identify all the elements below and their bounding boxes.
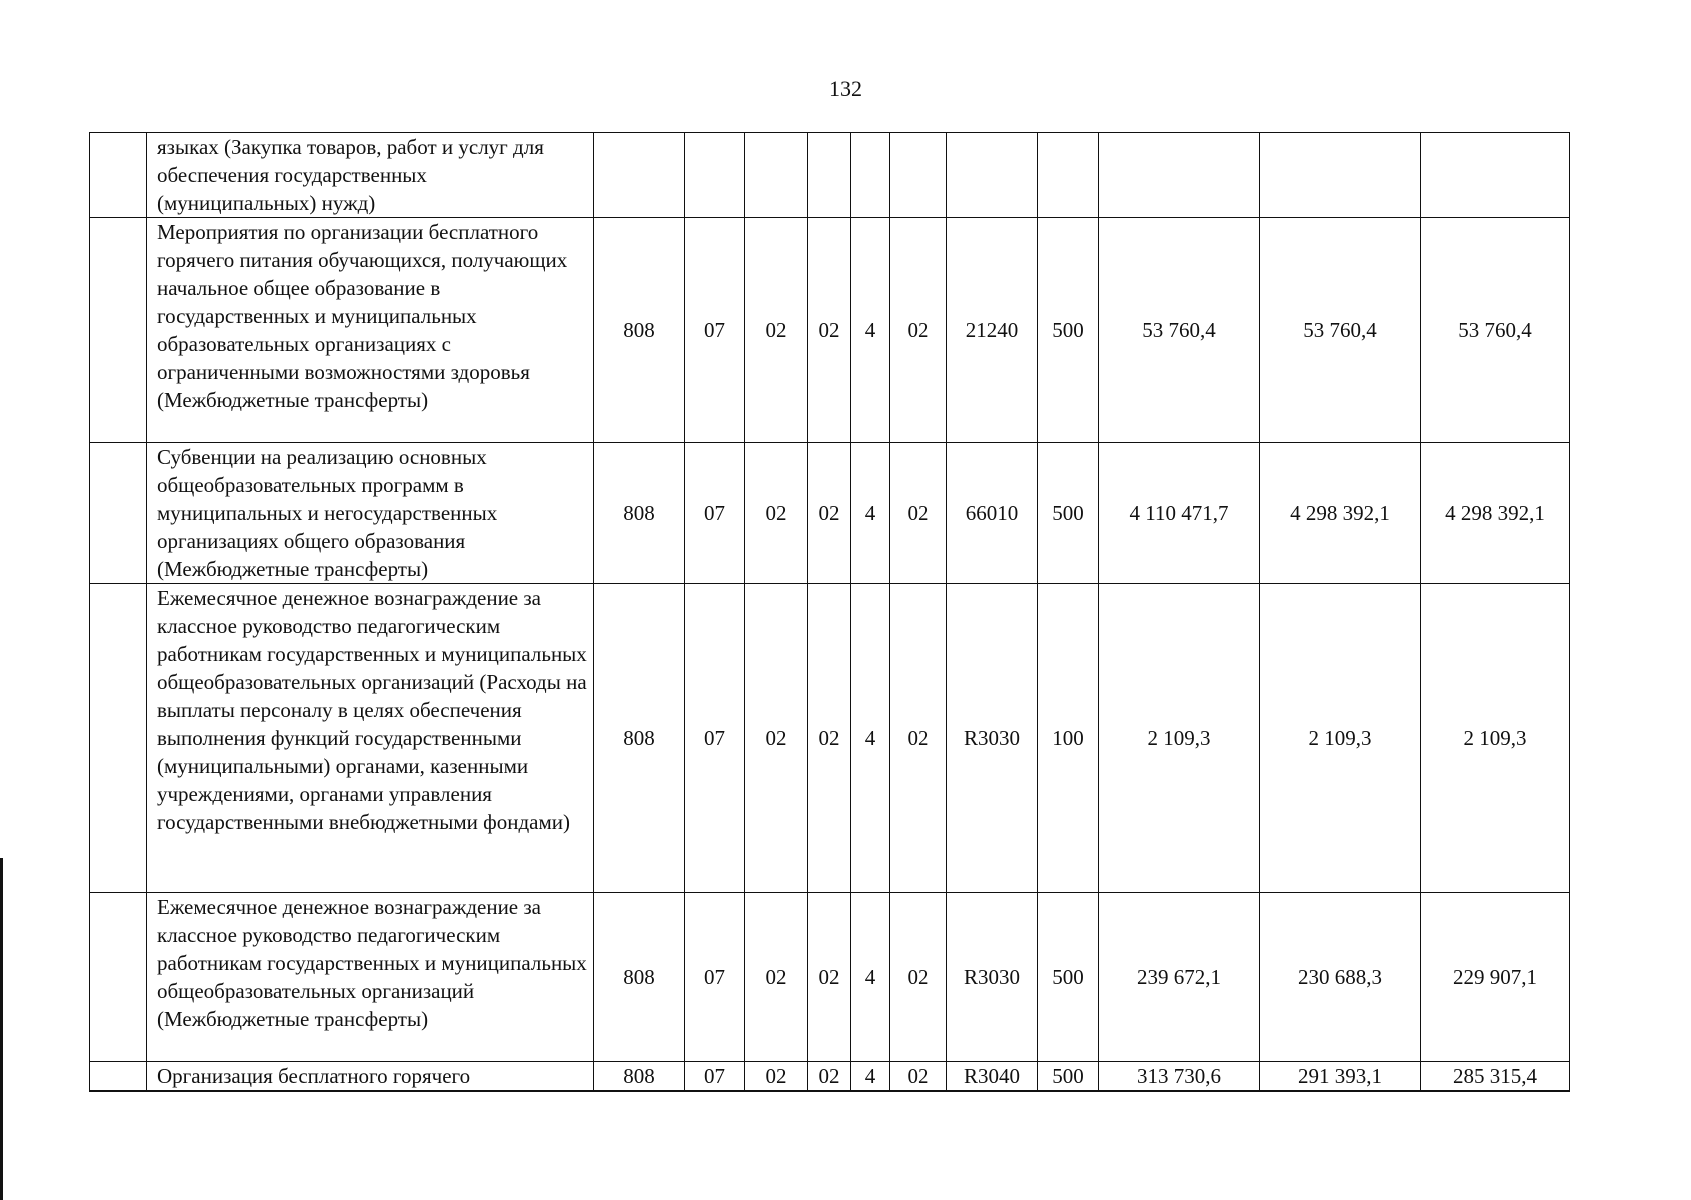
cell-program-type: 4 (851, 893, 890, 1062)
cell-sum-1: 313 730,6 (1099, 1062, 1260, 1092)
cell-sum-3 (1421, 133, 1570, 218)
scan-margin-line (0, 858, 3, 1200)
cell-ministry: 808 (594, 1062, 685, 1092)
cell-sum-2: 291 393,1 (1260, 1062, 1421, 1092)
cell-num (90, 1062, 147, 1092)
cell-direction (947, 133, 1038, 218)
table-row (90, 218, 1570, 443)
cell-expense-type: 500 (1038, 218, 1099, 443)
cell-subprogram (890, 133, 947, 218)
cell-sum-1: 239 672,1 (1099, 893, 1260, 1062)
cell-program-type (851, 133, 890, 218)
cell-direction: R3030 (947, 584, 1038, 893)
cell-subsection: 02 (745, 893, 808, 1062)
cell-description: языках (Закупка товаров, работ и услуг для обеспечения государственных (муниципальных) нужд) (147, 133, 594, 218)
cell-ministry: 808 (594, 893, 685, 1062)
cell-program: 02 (808, 218, 851, 443)
cell-description: Ежемесячное денежное вознаграждение за классное руководство педагогическим работникам государственных и муниципальных общеобразовательных организаций (Расходы на выплаты персоналу в целях обеспечения выполнения функций государственными (муниципальными) органами, казенными учреждениями, органами управления государственными внебюджетными фондами) (147, 584, 594, 893)
cell-num (90, 133, 147, 218)
cell-section: 07 (685, 1062, 745, 1092)
cell-sum-2 (1260, 133, 1421, 218)
cell-expense-type (1038, 133, 1099, 218)
cell-subsection: 02 (745, 584, 808, 893)
cell-sum-2: 230 688,3 (1260, 893, 1421, 1062)
table-row (90, 893, 1570, 1062)
budget-table (89, 132, 1570, 1092)
cell-section (685, 133, 745, 218)
cell-description: Организация бесплатного горячего (147, 1062, 594, 1092)
cell-subprogram: 02 (890, 893, 947, 1062)
table-row (90, 584, 1570, 893)
table-row (90, 1062, 1570, 1092)
cell-num (90, 893, 147, 1062)
cell-sum-3: 2 109,3 (1421, 584, 1570, 893)
cell-program-type: 4 (851, 218, 890, 443)
cell-sum-1 (1099, 133, 1260, 218)
cell-program-type: 4 (851, 584, 890, 893)
cell-ministry: 808 (594, 218, 685, 443)
table-row (90, 133, 1570, 218)
cell-num (90, 443, 147, 584)
cell-description: Мероприятия по организации бесплатного горячего питания обучающихся, получающих начальное общее образование в государственных и муниципальных образовательных организациях с ограниченными возможностями здоровья (Межбюджетные трансферты) (147, 218, 594, 443)
cell-subprogram: 02 (890, 1062, 947, 1092)
cell-section: 07 (685, 443, 745, 584)
cell-subprogram: 02 (890, 443, 947, 584)
cell-subprogram: 02 (890, 584, 947, 893)
cell-program: 02 (808, 1062, 851, 1092)
table-row (90, 443, 1570, 584)
cell-num (90, 218, 147, 443)
cell-subprogram: 02 (890, 218, 947, 443)
cell-section: 07 (685, 584, 745, 893)
cell-sum-2: 53 760,4 (1260, 218, 1421, 443)
cell-expense-type: 500 (1038, 1062, 1099, 1092)
cell-ministry (594, 133, 685, 218)
cell-ministry: 808 (594, 443, 685, 584)
cell-sum-2: 4 298 392,1 (1260, 443, 1421, 584)
cell-direction: R3040 (947, 1062, 1038, 1092)
cell-direction: 21240 (947, 218, 1038, 443)
table-body (90, 133, 1570, 1092)
cell-program-type: 4 (851, 1062, 890, 1092)
cell-sum-2: 2 109,3 (1260, 584, 1421, 893)
cell-ministry: 808 (594, 584, 685, 893)
cell-program (808, 133, 851, 218)
cell-expense-type: 100 (1038, 584, 1099, 893)
cell-direction: 66010 (947, 443, 1038, 584)
page-number: 132 (829, 76, 862, 101)
cell-subsection: 02 (745, 218, 808, 443)
cell-sum-3: 53 760,4 (1421, 218, 1570, 443)
cell-sum-1: 4 110 471,7 (1099, 443, 1260, 584)
cell-description: Субвенции на реализацию основных общеобразовательных программ в муниципальных и негосударственных организациях общего образования (Межбюджетные трансферты) (147, 443, 594, 584)
cell-expense-type: 500 (1038, 893, 1099, 1062)
cell-direction: R3030 (947, 893, 1038, 1062)
cell-section: 07 (685, 893, 745, 1062)
cell-subsection (745, 133, 808, 218)
cell-subsection: 02 (745, 443, 808, 584)
cell-sum-3: 4 298 392,1 (1421, 443, 1570, 584)
cell-expense-type: 500 (1038, 443, 1099, 584)
cell-program: 02 (808, 893, 851, 1062)
cell-program: 02 (808, 443, 851, 584)
cell-program-type: 4 (851, 443, 890, 584)
cell-subsection: 02 (745, 1062, 808, 1092)
cell-description: Ежемесячное денежное вознаграждение за классное руководство педагогическим работникам государственных и муниципальных общеобразовательных организаций (Межбюджетные трансферты) (147, 893, 594, 1062)
cell-sum-3: 285 315,4 (1421, 1062, 1570, 1092)
cell-sum-1: 53 760,4 (1099, 218, 1260, 443)
cell-program: 02 (808, 584, 851, 893)
cell-num (90, 584, 147, 893)
cell-sum-3: 229 907,1 (1421, 893, 1570, 1062)
cell-section: 07 (685, 218, 745, 443)
cell-sum-1: 2 109,3 (1099, 584, 1260, 893)
